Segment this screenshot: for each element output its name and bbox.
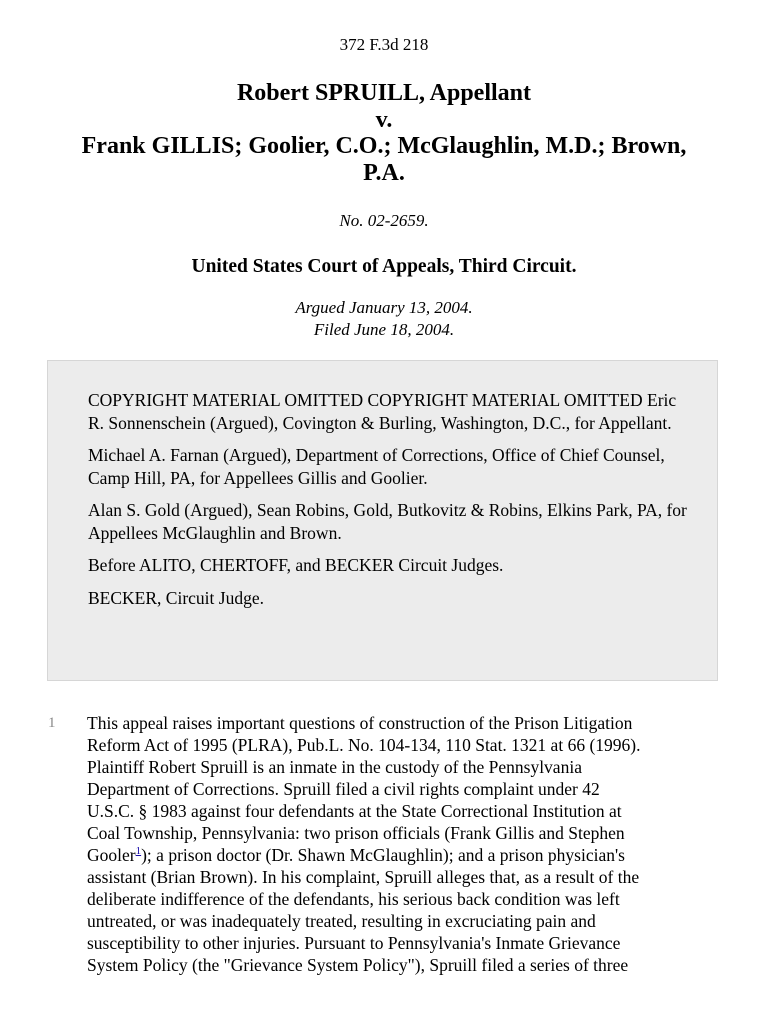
case-citation: 372 F.3d 218 bbox=[339, 35, 429, 54]
text-line: U.S.C. § 1983 against four defendants at the State Correctional Institution at bbox=[87, 801, 622, 821]
text-line: System Policy (the "Grievance System Policy"), Spruill filed a series of three bbox=[87, 955, 629, 975]
counsel-appellees-mcglaughlin: Alan S. Gold (Argued), Sean Robins, Gold, Butkovitz & Robins, Elkins Park, PA, for Appellees McGlaughlin and Brown. bbox=[88, 500, 687, 543]
docket-number: No. 02-2659. bbox=[339, 211, 429, 230]
text-fragment: Gooler bbox=[87, 845, 136, 865]
panel-judges: Before ALITO, CHERTOFF, and BECKER Circuit Judges. bbox=[88, 555, 504, 575]
caption-appellant: Robert SPRUILL, Appellant bbox=[236, 80, 532, 106]
opinion-author: BECKER, Circuit Judge. bbox=[88, 587, 264, 608]
counsel-appellant: COPYRIGHT MATERIAL OMITTED COPYRIGHT MATERIAL OMITTED Eric R. Sonnenschein (Argued), Covington & Burling, Washington, D.C., for Appellant. bbox=[88, 390, 677, 433]
caption-appellees-cont: P.A. bbox=[363, 159, 405, 186]
text-line: assistant (Brian Brown). In his complaint, Spruill alleges that, as a result of the bbox=[87, 867, 640, 887]
text-line: untreated, or was inadequately treated, resulting in excruciating pain and bbox=[87, 911, 596, 931]
text-fragment: ); a prison doctor (Dr. Shawn McGlaughlin); and a prison physician's bbox=[141, 845, 625, 865]
text-line: deliberate indifference of the defendants, his serious back condition was left bbox=[87, 889, 620, 909]
text-line: Department of Corrections. Spruill filed a civil rights complaint under 42 bbox=[87, 779, 600, 799]
court-name: United States Court of Appeals, Third Circuit. bbox=[191, 256, 577, 277]
text-line: Plaintiff Robert Spruill is an inmate in the custody of the Pennsylvania bbox=[87, 757, 582, 777]
text-line: This appeal raises important questions of construction of the Prison Litigation bbox=[87, 713, 633, 733]
case-caption bbox=[40, 80, 728, 186]
case-dates bbox=[0, 297, 768, 341]
text-line: susceptibility to other injuries. Pursuant to Pennsylvania's Inmate Grievance bbox=[87, 933, 621, 953]
filed-date: Filed June 18, 2004. bbox=[313, 320, 455, 339]
footnote-link[interactable]: 1 bbox=[135, 845, 142, 858]
argued-date: Argued January 13, 2004. bbox=[295, 298, 473, 317]
counsel-box bbox=[47, 360, 718, 681]
paragraph-number: 1 bbox=[48, 715, 56, 731]
caption-versus: v. bbox=[375, 106, 393, 133]
text-line: Coal Township, Pennsylvania: two prison officials (Frank Gillis and Stephen bbox=[87, 823, 625, 843]
counsel-appellees-gillis: Michael A. Farnan (Argued), Department of Corrections, Office of Chief Counsel, Camp Hill, PA, for Appellees Gillis and Goolier. bbox=[88, 445, 665, 488]
paragraph-text bbox=[87, 712, 727, 976]
caption-appellees: Frank GILLIS; Goolier, C.O.; McGlaughlin, M.D.; Brown, bbox=[81, 133, 687, 159]
text-line: Reform Act of 1995 (PLRA), Pub.L. No. 104-134, 110 Stat. 1321 at 66 (1996). bbox=[87, 735, 641, 755]
text-line-with-footnote bbox=[87, 844, 727, 866]
